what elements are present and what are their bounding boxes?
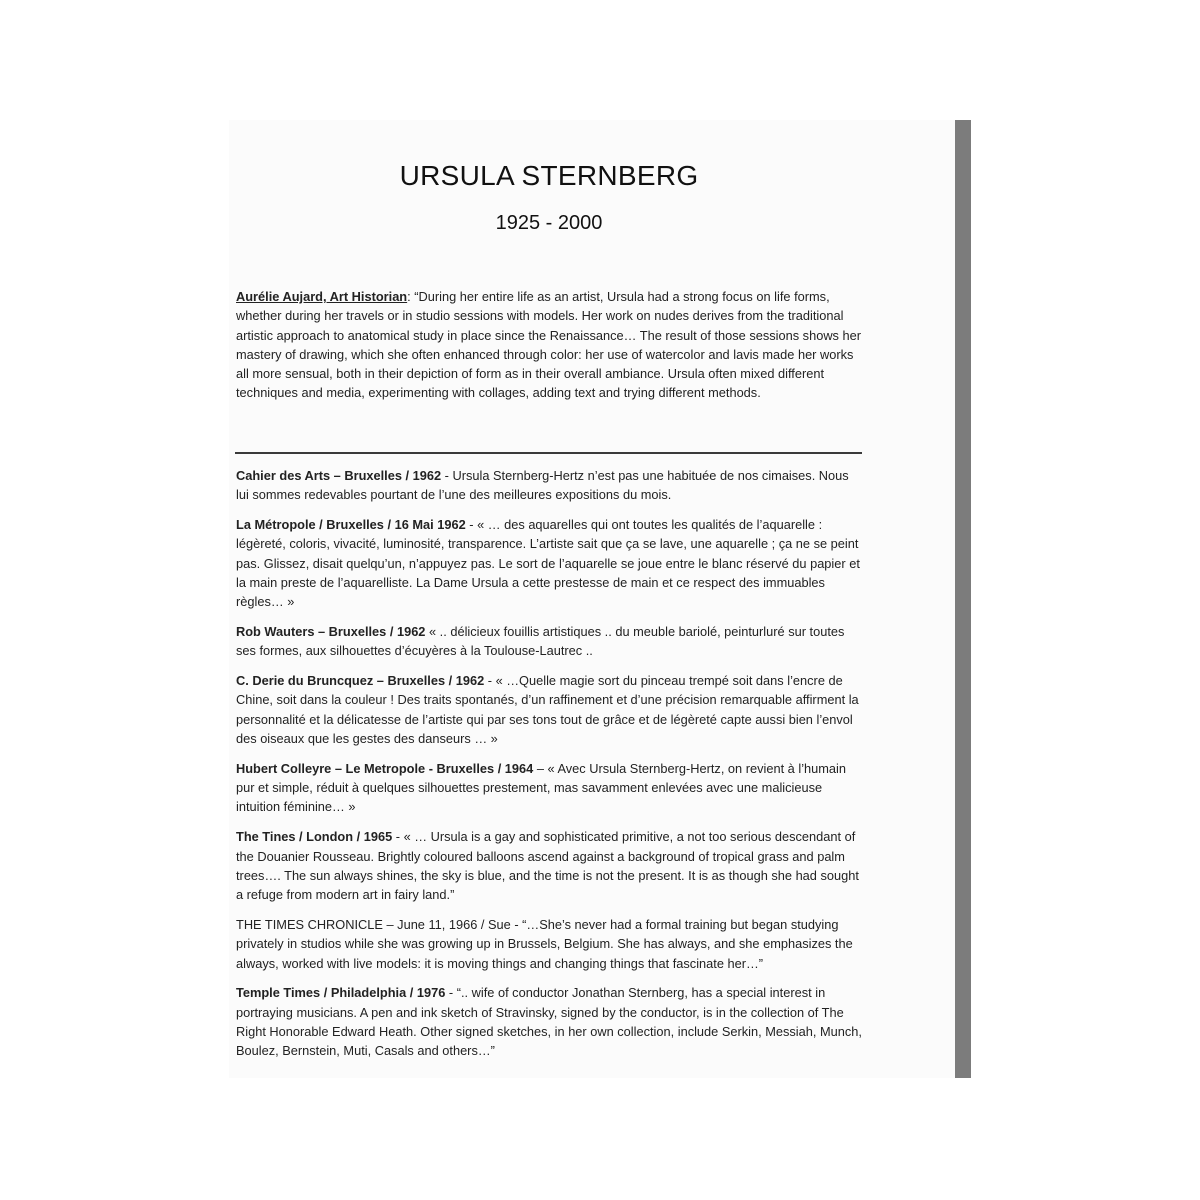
review-text: – « Avec Ursula Sternberg-Hertz, on revient à l’humain pur et simple, réduit à quelques silhouettes prestement, mas savamment enlevées avec une malicieuse intuition féminine… »: [236, 760, 847, 815]
document-title: URSULA STERNBERG: [399, 160, 699, 191]
life-dates: 1925 - 2000: [495, 212, 603, 234]
press-reviews: [236, 466, 864, 1071]
section-divider: [235, 452, 862, 454]
review-source: Rob Wauters – Bruxelles / 1962: [236, 624, 426, 640]
review-item: [236, 827, 864, 904]
review-source: Temple Times / Philadelphia / 1976: [236, 985, 446, 1001]
review-item: [236, 466, 864, 505]
review-source: C. Derie du Bruncquez – Bruxelles / 1962: [236, 673, 485, 689]
review-text: - « …Quelle magie sort du pinceau trempé soit dans l’encre de Chine, soit dans la couleur ! Des traits spontanés, d’un raffinement et d’une précision remarquable affirment la personnalité et la délicatesse de l’artiste qui par ses tons tout de grâce et de légèreté capte aussi bien l’envol des oiseaux que les gestes des danseurs … »: [236, 673, 859, 747]
review-source: Cahier des Arts – Bruxelles / 1962: [236, 468, 442, 483]
review-text: - Ursula Sternberg-Hertz n’est pas une habituée de nos cimaises. Nous lui sommes redevables pourtant de l’une des meilleures expositions du mois.: [236, 468, 849, 503]
review-source: La Métropole / Bruxelles / 16 Mai 1962: [236, 517, 466, 533]
intro-paragraph: [236, 287, 864, 403]
review-text: - « … Ursula is a gay and sophisticated primitive, a not too serious descendant of the Douanier Rousseau. Brightly coloured balloons ascend against a background of tropical grass and palm trees…. The sun always shines, the sky is blue, and the time is not the present. It is as though she had sought a refuge from modern art in fairy land.”: [236, 829, 859, 903]
review-item: [236, 515, 864, 611]
review-text: - « … des aquarelles qui ont toutes les qualités de l’aquarelle : légèreté, coloris, vivacité, luminosité, transparence. L’artiste sait que ça se lave, une aquarelle ; ça ne se peint pas. Glissez, disait quelqu’un, n’appuyez pas. Le sort de l’aquarelle se joue entre le blanc réservé du papier et la main preste de l’aquarelliste. La Dame Ursula a cette prestesse de main et ce respect des immuables règles… »: [236, 517, 860, 610]
page-scroll-edge: [955, 120, 971, 1078]
review-item: [236, 983, 864, 1060]
review-item: [236, 671, 864, 748]
intro-author: Aurélie Aujard, Art Historian: [236, 289, 408, 304]
review-source: Hubert Colleyre – Le Metropole - Bruxelles / 1964: [236, 760, 534, 776]
review-item: [236, 759, 864, 817]
review-source: The Tines / London / 1965: [236, 829, 393, 845]
review-text: « .. délicieux fouillis artistiques .. du meuble bariolé, peinturluré sur toutes ses formes, aux silhouettes d’écuyères à la Toulouse-Lautrec ..: [236, 624, 845, 659]
intro-text: : “During her entire life as an artist, Ursula had a strong focus on life forms, whether during her travels or in studio sessions with models. Her work on nudes derives from the traditional artistic approach to anatomical study in place since the Renaissance… The result of those sessions shows her mastery of drawing, which she often enhanced through color: her use of watercolor and lavis made her works all more sensual, both in their depiction of form as in their overall ambiance. Ursula often mixed different techniques and media, experimenting with collages, adding text and trying different methods.: [236, 289, 862, 401]
review-text: - “.. wife of conductor Jonathan Sternberg, has a special interest in portraying musicians. A pen and ink sketch of Stravinsky, signed by the conductor, is in the collection of The Right Honorable Edward Heath. Other signed sketches, in her own collection, include Serkin, Messiah, Munch, Boulez, Bernstein, Muti, Casals and others…”: [236, 985, 862, 1059]
review-item: [236, 622, 864, 661]
review-item: [236, 915, 864, 973]
review-source: THE TIMES CHRONICLE – June 11, 1966 / Sue: [236, 916, 511, 932]
review-text: - “…She’s never had a formal training but began studying privately in studios while she was growing up in Brussels, Belgium. She has always, and she emphasizes the always, worked with live models: it is moving things and changing things that fascinate her…”: [236, 916, 853, 971]
